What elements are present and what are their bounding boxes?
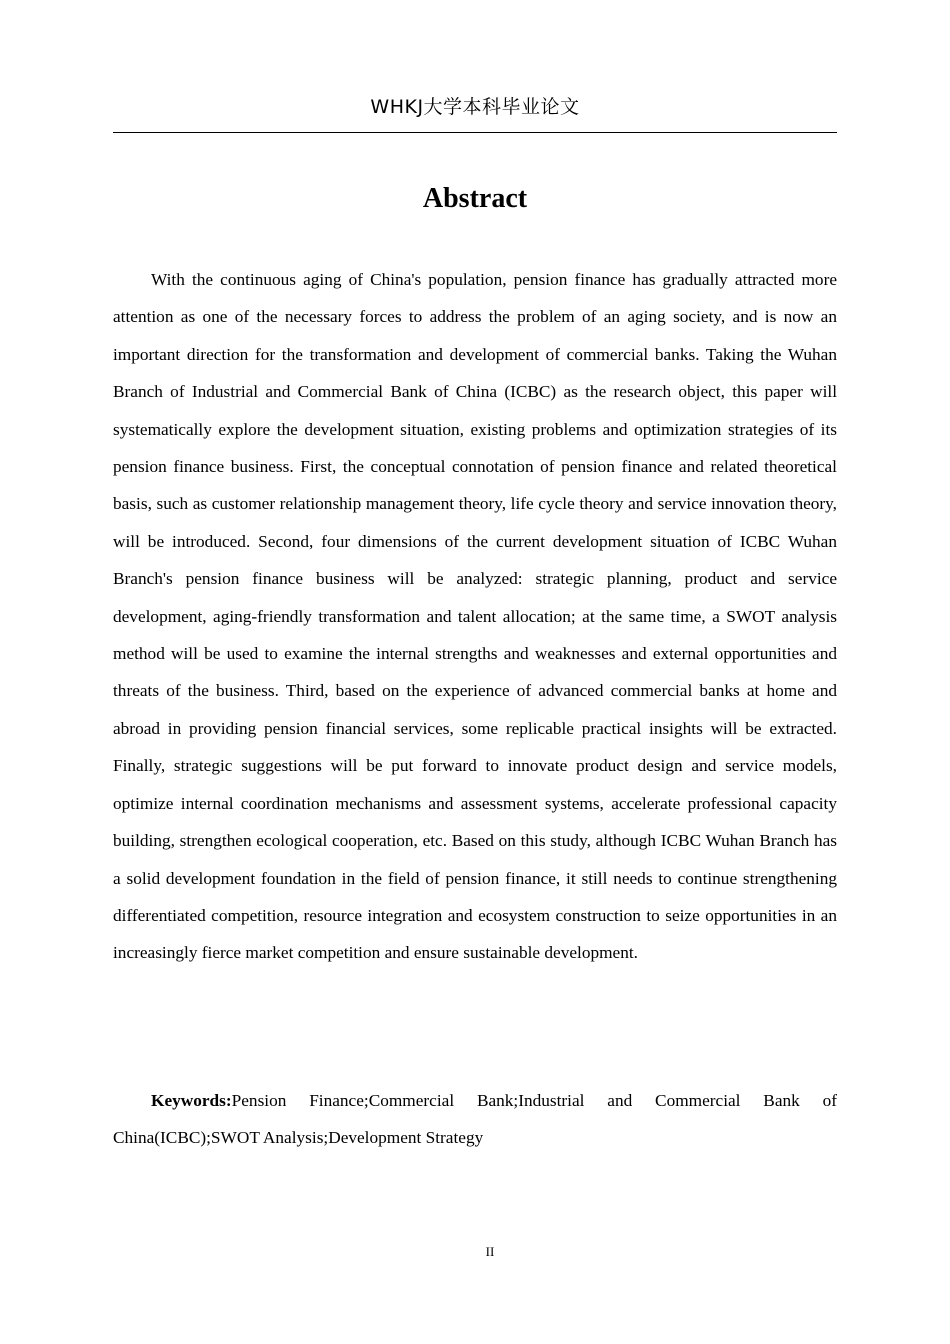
abstract-body: With the continuous aging of China's population, pension finance has gradually attracted more attention as one of the necessary forces to address the problem of an aging society, and is now an important direction for the transformation and development of commercial banks. Taking the Wuhan Branch of Industrial and Commercial Bank of China (ICBC) as the research object, this paper will systematically explore the development situation, existing problems and optimization strategies of its pension finance business. First, the conceptual connotation of pension finance and related theoretical basis, such as customer relationship management theory, life cycle theory and service innovation theory, will be introduced. Second, four dimensions of the current development situation of ICBC Wuhan Branch's pension finance business will be analyzed: strategic planning, product and service development, aging-friendly transformation and talent allocation; at the same time, a SWOT analysis method will be used to examine the internal strengths and weaknesses and external opportunities and threats of the business. Third, based on the experience of advanced commercial banks at home and abroad in providing pension financial services, some replicable practical insights will be extracted. Finally, strategic suggestions will be put forward to innovate product design and service models, optimize internal coordination mechanisms and assessment systems, accelerate professional capacity building, strengthen ecological cooperation, etc. Based on this study, although ICBC Wuhan Branch has a solid development foundation in the field of pension finance, it still needs to continue strengthening differentiated competition, resource integration and ecosystem construction to seize opportunities in an increasingly fierce market competition and ensure sustainable development. (113, 270, 837, 963)
keywords-text: Pension Finance;Commercial Bank;Industrial and Commercial Bank of China(ICBC);SWOT Analysis;Development Strategy (113, 1091, 837, 1148)
abstract-title: Abstract (422, 183, 528, 214)
running-header: WHKJ大学本科毕业论文 (370, 96, 580, 118)
page-number: II (485, 1244, 495, 1259)
keywords-label: Keywords: (151, 1091, 232, 1110)
keywords-paragraph (113, 1082, 837, 1157)
header-rule (113, 132, 837, 133)
